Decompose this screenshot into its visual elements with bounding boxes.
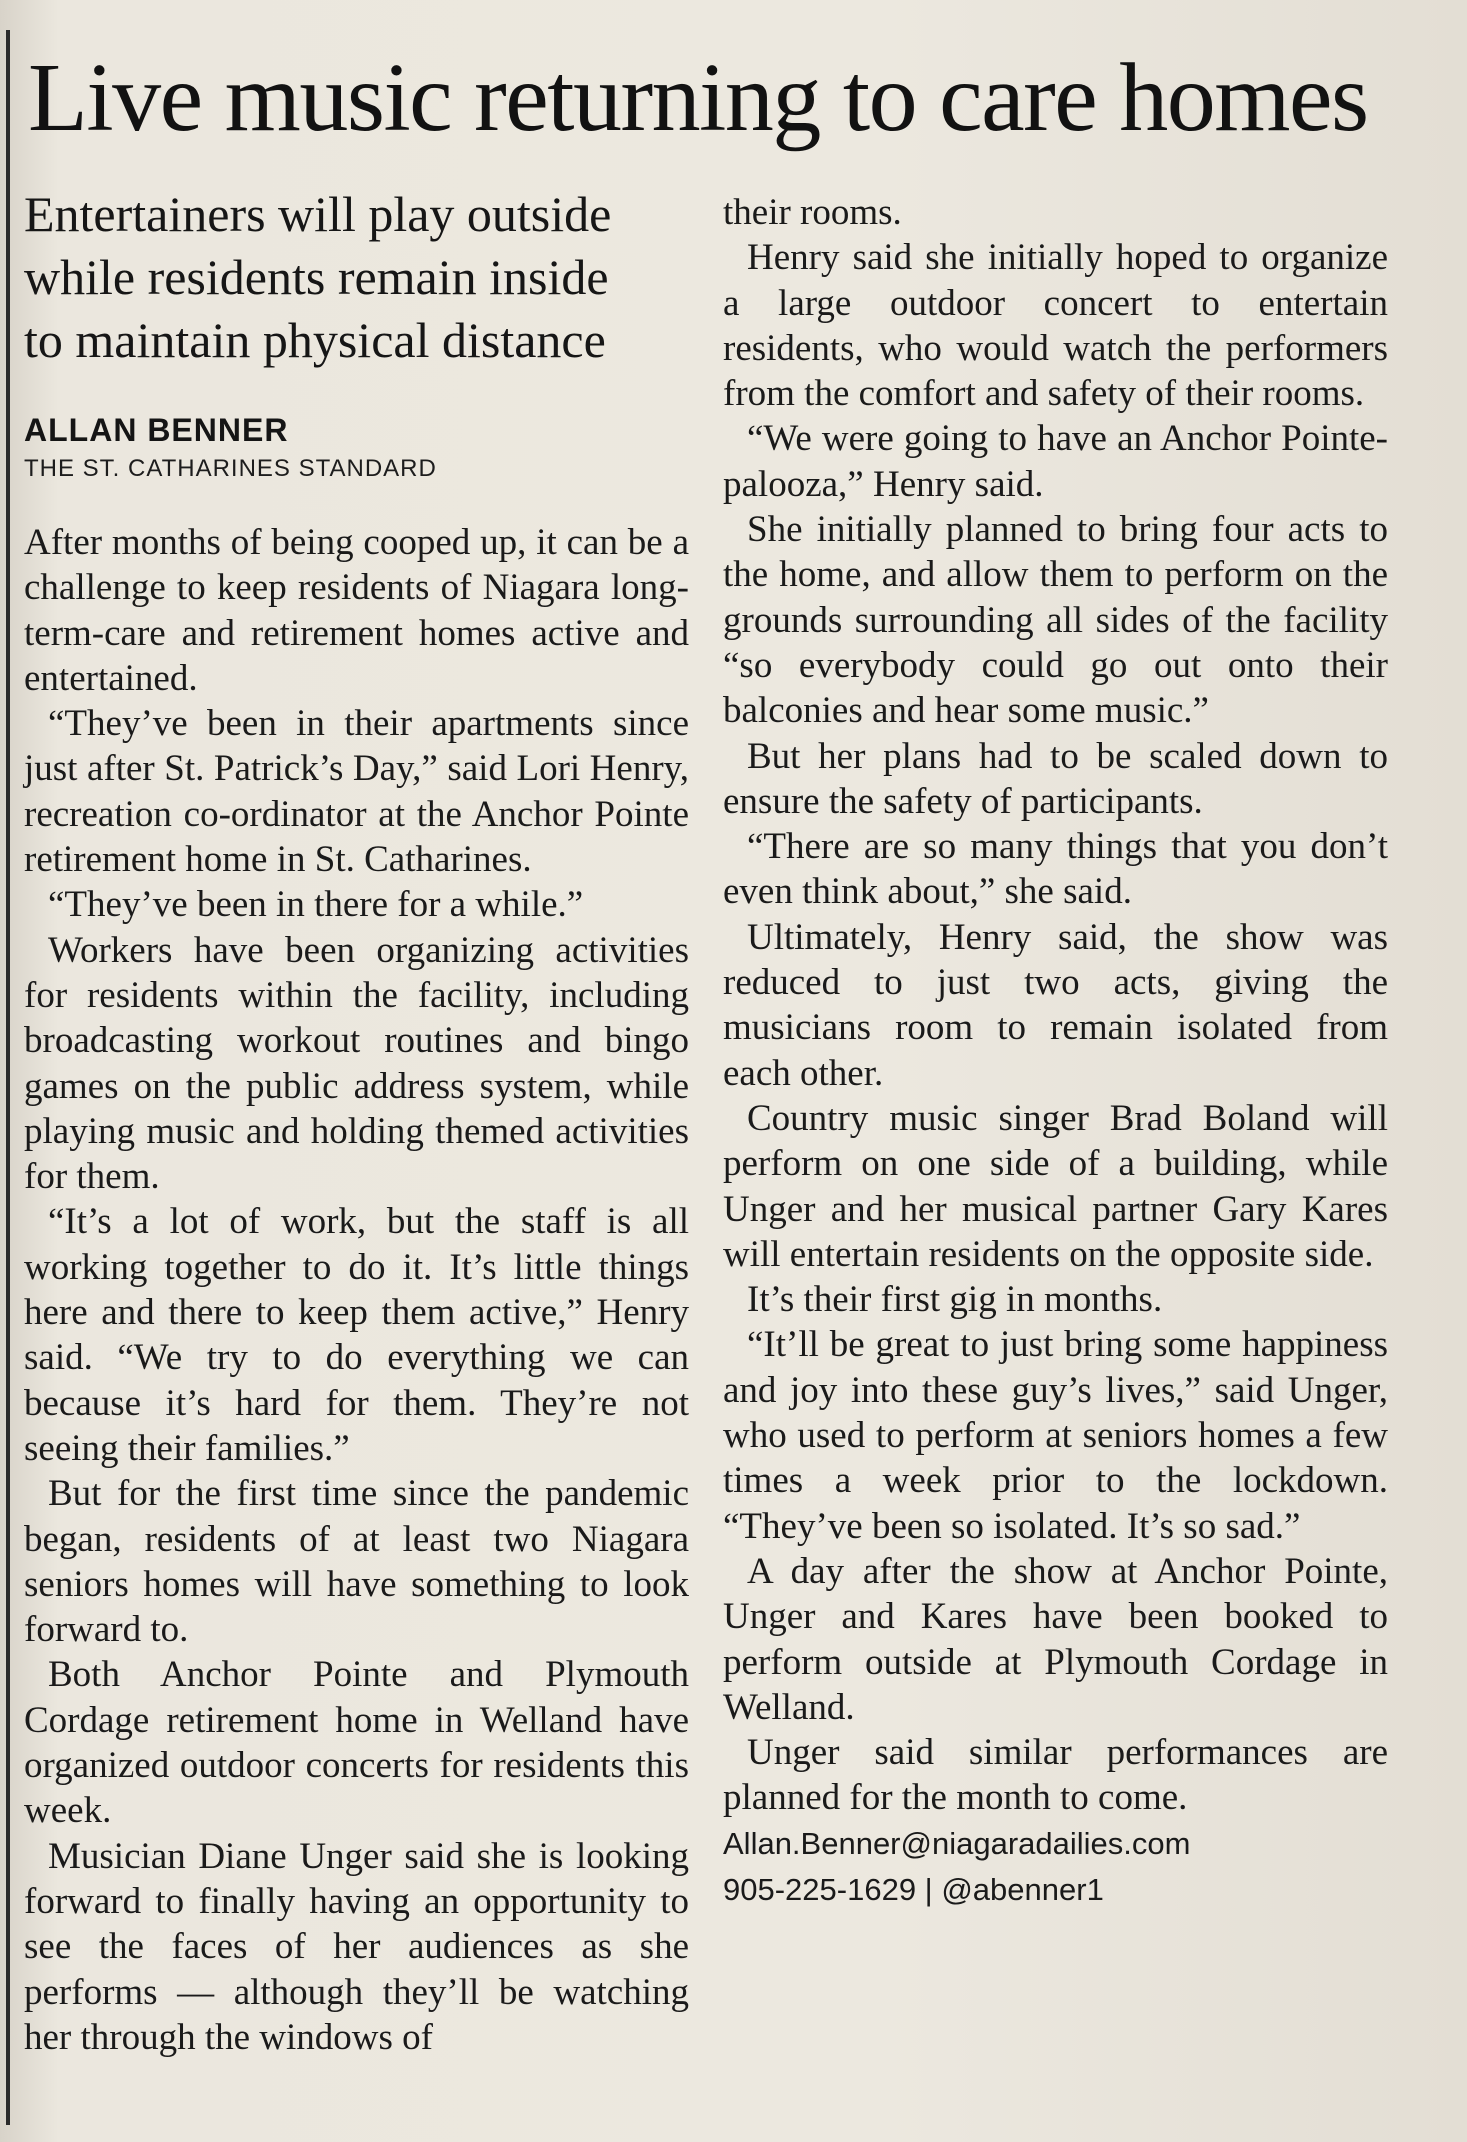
article-column-left xyxy=(24,520,689,2060)
article-column-right xyxy=(723,190,1388,1913)
deck-line: while residents remain inside xyxy=(24,249,609,305)
paragraph: “They’ve been in there for a while.” xyxy=(48,884,584,926)
paragraph: “It’s a lot of work, but the staff is all working together to do it. It’s little things here and there to keep them active,” Henry said. “We try to do everything we can because it’s hard for them. They’re not seeing their families.” xyxy=(24,1201,689,1469)
deck xyxy=(24,183,704,372)
paragraph-continuation: their rooms. xyxy=(723,192,902,233)
paragraph: She initially planned to bring four acts to the home, and allow them to perform on the grounds surrounding all sides of the facility “so everybody could go out onto their balconies and hear some music.” xyxy=(723,509,1388,732)
paragraph: It’s their first gig in months. xyxy=(747,1279,1163,1321)
column-rule xyxy=(6,30,10,2125)
byline-author: ALLAN BENNER xyxy=(24,412,289,448)
paragraph: Ultimately, Henry said, the show was reduced to just two acts, giving the musicians room to remain isolated from each other. xyxy=(723,916,1388,1094)
paragraph: Workers have been organizing activities for residents within the facility, including broadcasting workout routines and bingo games on the public address system, while playing music and holding themed activities for them. xyxy=(24,929,689,1198)
paragraph: “There are so many things that you don’t even think about,” she said. xyxy=(723,826,1388,913)
paragraph: A day after the show at Anchor Pointe, Unger and Kares have been booked to perform outside at Plymouth Cordage in Welland. xyxy=(723,1550,1388,1728)
contact-phone-social: 905-225-1629 | @abenner1 xyxy=(723,1871,1104,1907)
paragraph: But her plans had to be scaled down to ensure the safety of participants. xyxy=(723,735,1388,822)
contact-email: Allan.Benner@niagaradailies.com xyxy=(723,1825,1191,1861)
paragraph: “They’ve been in their apartments since just after St. Patrick’s Day,” said Lori Henry, recreation co-ordinator at the Anchor Pointe retirement home in St. Catharines. xyxy=(24,703,689,881)
deck-line: to maintain physical distance xyxy=(24,312,606,368)
paragraph: But for the first time since the pandemic began, residents of at least two Niagara seniors homes will have something to look forward to. xyxy=(24,1473,689,1651)
headline: Live music returning to care homes xyxy=(28,44,1368,152)
paragraph: After months of being cooped up, it can be a challenge to keep residents of Niagara long-term-care and retirement homes active and entertained. xyxy=(24,522,689,699)
paragraph: Unger said similar performances are planned for the month to come. xyxy=(723,1732,1388,1819)
paragraph: “We were going to have an Anchor Pointe-palooza,” Henry said. xyxy=(723,418,1388,505)
paragraph: Country music singer Brad Boland will perform on one side of a building, while Unger and her musical partner Gary Kares will entertain residents on the opposite side. xyxy=(723,1097,1388,1275)
paragraph: Both Anchor Pointe and Plymouth Cordage retirement home in Welland have organized outdoor concerts for residents this week. xyxy=(24,1654,689,1832)
paragraph: “It’ll be great to just bring some happiness and joy into these guy’s lives,” said Unger, who used to perform at seniors homes a few times a week prior to the lockdown. “They’ve been so isolated. It’s so sad.” xyxy=(723,1324,1388,1547)
byline-organization: THE ST. CATHARINES STANDARD xyxy=(24,455,437,482)
deck-line: Entertainers will play outside xyxy=(24,186,612,242)
paragraph: Musician Diane Unger said she is looking forward to finally having an opportunity to see the faces of her audiences as she performs — although they’ll be watching her through the windows of xyxy=(24,1835,689,2058)
paragraph: Henry said she initially hoped to organize a large outdoor concert to entertain residents, who would watch the performers from the comfort and safety of their rooms. xyxy=(723,237,1388,415)
